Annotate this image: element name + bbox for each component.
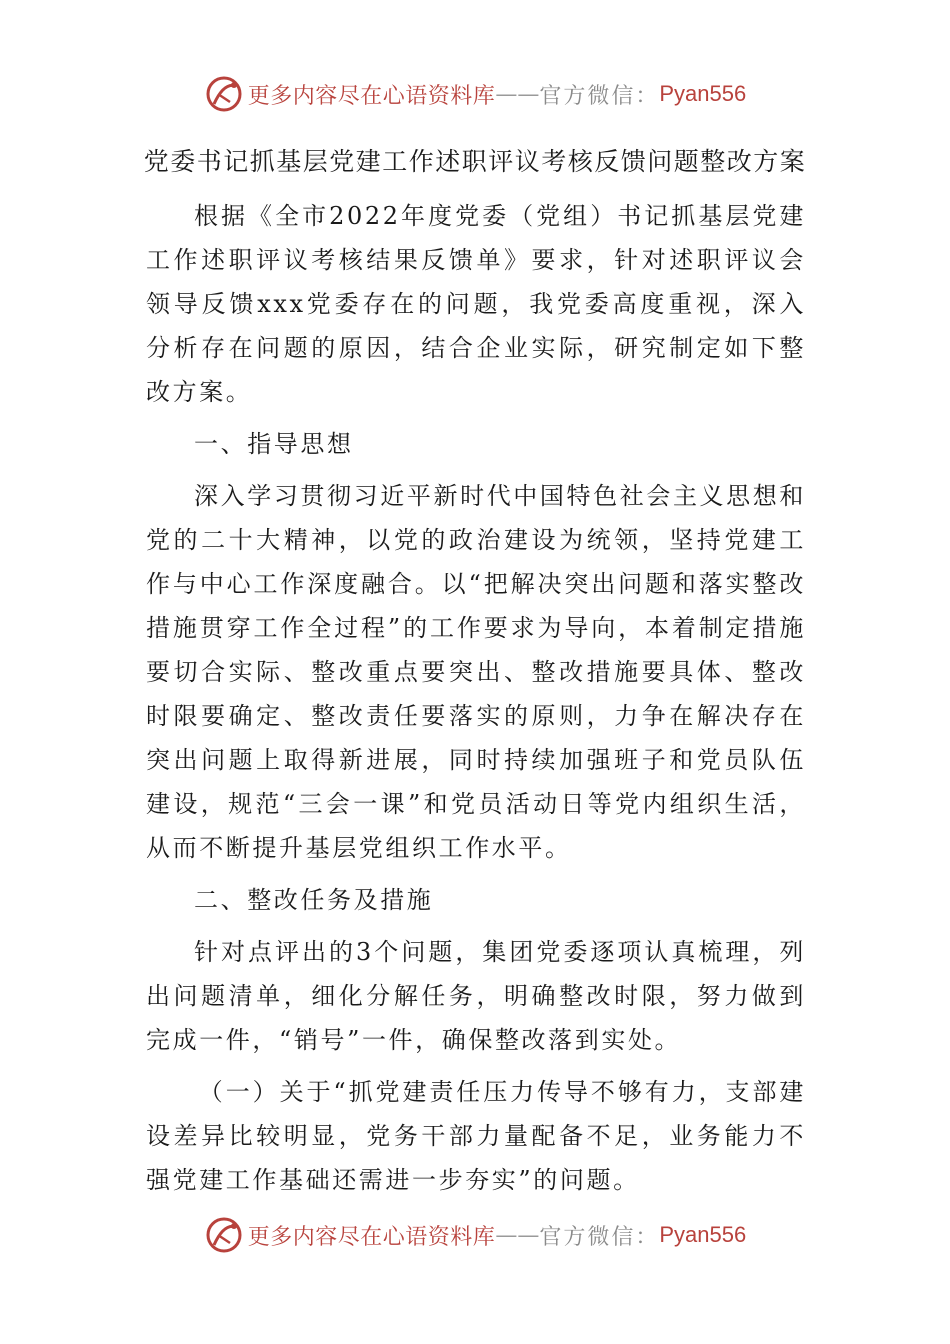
document-title: 党委书记抓基层党建工作述职评议考核反馈问题整改方案: [143, 147, 807, 176]
banner-wechat-label: 官方微信：: [539, 1224, 660, 1250]
banner-separator: ——: [495, 1222, 540, 1248]
footer-banner: [0, 1211, 950, 1259]
banner-wechat-id: Pyan556: [659, 81, 747, 106]
banner-separator: ——: [495, 81, 540, 107]
intro-paragraph: 根据《全市2022年度党委（党组）书记抓基层党建工作述职评议考核结果反馈单》要求，针对述职评议会领导反馈xxx党委存在的问题，我党委高度重视，深入分析存在问题的原因，结合企业实际，研究制定如下整改方案。: [146, 202, 806, 406]
brand-logo-icon: [204, 1215, 244, 1255]
document-body: [146, 194, 806, 1210]
banner-wechat-id: Pyan556: [659, 1222, 747, 1247]
banner-site-text: 更多内容尽在心语资料库: [247, 83, 496, 109]
guiding-thought-paragraph: 深入学习贯彻习近平新时代中国特色社会主义思想和党的二十大精神，以党的政治建设为统领，坚持党建工作与中心工作深度融合。以“把解决突出问题和落实整改措施贯穿工作全过程”的工作要求为导向，本着制定措施要切合实际、整改重点要突出、整改措施要具体、整改时限要确定、整改责任要落实的原则，力争在解决存在突出问题上取得新进展，同时持续加强班子和党员队伍建设，规范“三会一课”和党员活动日等党内组织生活，从而不断提升基层党组织工作水平。: [146, 482, 806, 862]
banner-site-text: 更多内容尽在心语资料库: [247, 1224, 496, 1250]
brand-logo-icon: [204, 74, 244, 114]
section-heading-guiding-thought: 一、指导思想: [194, 430, 354, 458]
banner-wechat-label: 官方微信：: [539, 83, 660, 109]
subsection-one-paragraph: （一）关于“抓党建责任压力传导不够有力，支部建设差异比较明显，党务干部力量配备不足，业务能力不强党建工作基础还需进一步夯实”的问题。: [146, 1078, 806, 1194]
tasks-measures-paragraph: 针对点评出的3个问题，集团党委逐项认真梳理，列出问题清单，细化分解任务，明确整改时限，努力做到完成一件，“销号”一件，确保整改落到实处。: [146, 938, 806, 1054]
header-banner: [0, 70, 950, 118]
section-heading-tasks-measures: 二、整改任务及措施: [194, 886, 434, 914]
